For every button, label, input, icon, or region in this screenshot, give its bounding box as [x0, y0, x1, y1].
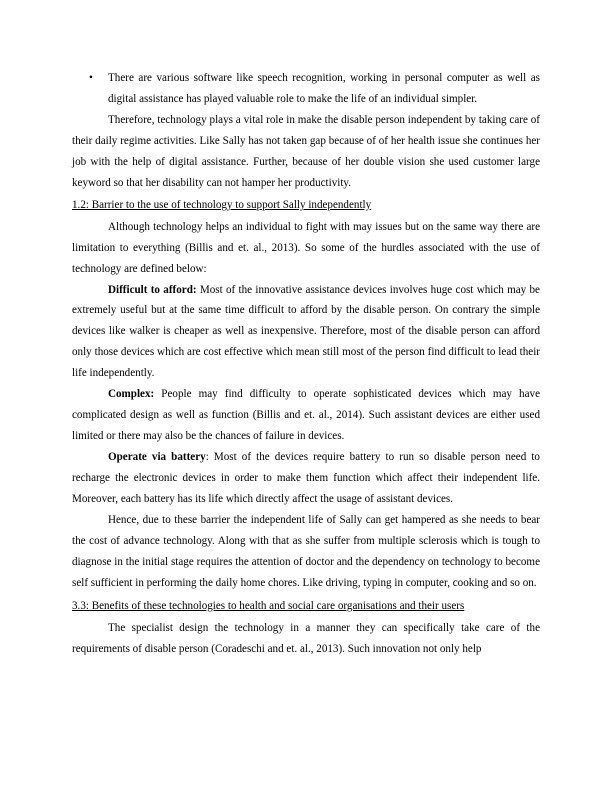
section-heading-benefits: 3.3: Benefits of these technologies to health and social care organisations and their users [72, 599, 465, 612]
term-operate-via-battery: Operate via battery [108, 451, 206, 464]
term-difficult-to-afford: Difficult to afford: [108, 283, 197, 296]
bullet-text: There are various software like speech recognition, working in personal computer as well as digital assistance has played valuable role to make the life of an individual simpler. [108, 72, 540, 105]
paragraph-sally-conclusion: Hence, due to these barrier the independent life of Sally can get hampered as she needs to bear the cost of advance technology. Along with that as she suffer from multiple sclerosis which is tough to diagnose in the initial stage requires the attention of doctor and the dependency on technology to become self sufficient in performing the daily home chores. Like driving, typing in computer, cooking and so on. [72, 514, 540, 589]
term-complex: Complex: [108, 388, 155, 401]
paragraph-barriers-intro: Although technology helps an individual to fight with may issues but on the same way there are limitation to everything (Billis and et. al., 2013). So some of the hurdles associated with the use of technology are defined below: [72, 220, 540, 275]
paragraph-battery-text: : Most of the devices require battery to run so disable person need to recharge the electronic devices in order to make them function which affect their independent life. Moreover, each battery has its life which directly affect the usage of assistant devices. [72, 451, 540, 506]
document-page [72, 68, 540, 660]
paragraph-operate-via-battery [72, 447, 540, 510]
paragraph-difficult-to-afford [72, 280, 540, 385]
paragraph-afford-text: Most of the innovative assistance devices involves huge cost which may be extremely useful but at the same time difficult to afford by the disable person. On contrary the simple devices like walker is cheaper as well as inexpensive. Therefore, most of the disable person can afford only those devices which are cost effective which mean still most of the person find difficult to lead their life independently. [72, 283, 540, 380]
paragraph-technology-role: Therefore, technology plays a vital role in make the disable person independent by taking care of their daily regime activities. Like Sally has not taken gap because of of her health issue she continues her job with the help of digital assistance. Further, because of her double vision she used customer large keyword so that her disability can not hamper her productivity. [72, 113, 540, 189]
paragraph-benefits-intro: The specialist design the technology in a manner they can specifically take care of the requirements of disable person (Coradeschi and et. al., 2013). Such innovation not only help [72, 621, 540, 655]
section-heading-barriers: 1.2: Barrier to the use of technology to support Sally independently [72, 198, 372, 211]
paragraph-complex-text: People may find difficulty to operate sophisticated devices which may have complicated design as well as function (Billis and et. al., 2014). Such assistant devices are either used limited or there may also be the chances of failure in devices. [72, 388, 540, 443]
bullet-icon: • [89, 72, 93, 84]
paragraph-complex [72, 384, 540, 447]
bullet-list-item [72, 68, 540, 110]
